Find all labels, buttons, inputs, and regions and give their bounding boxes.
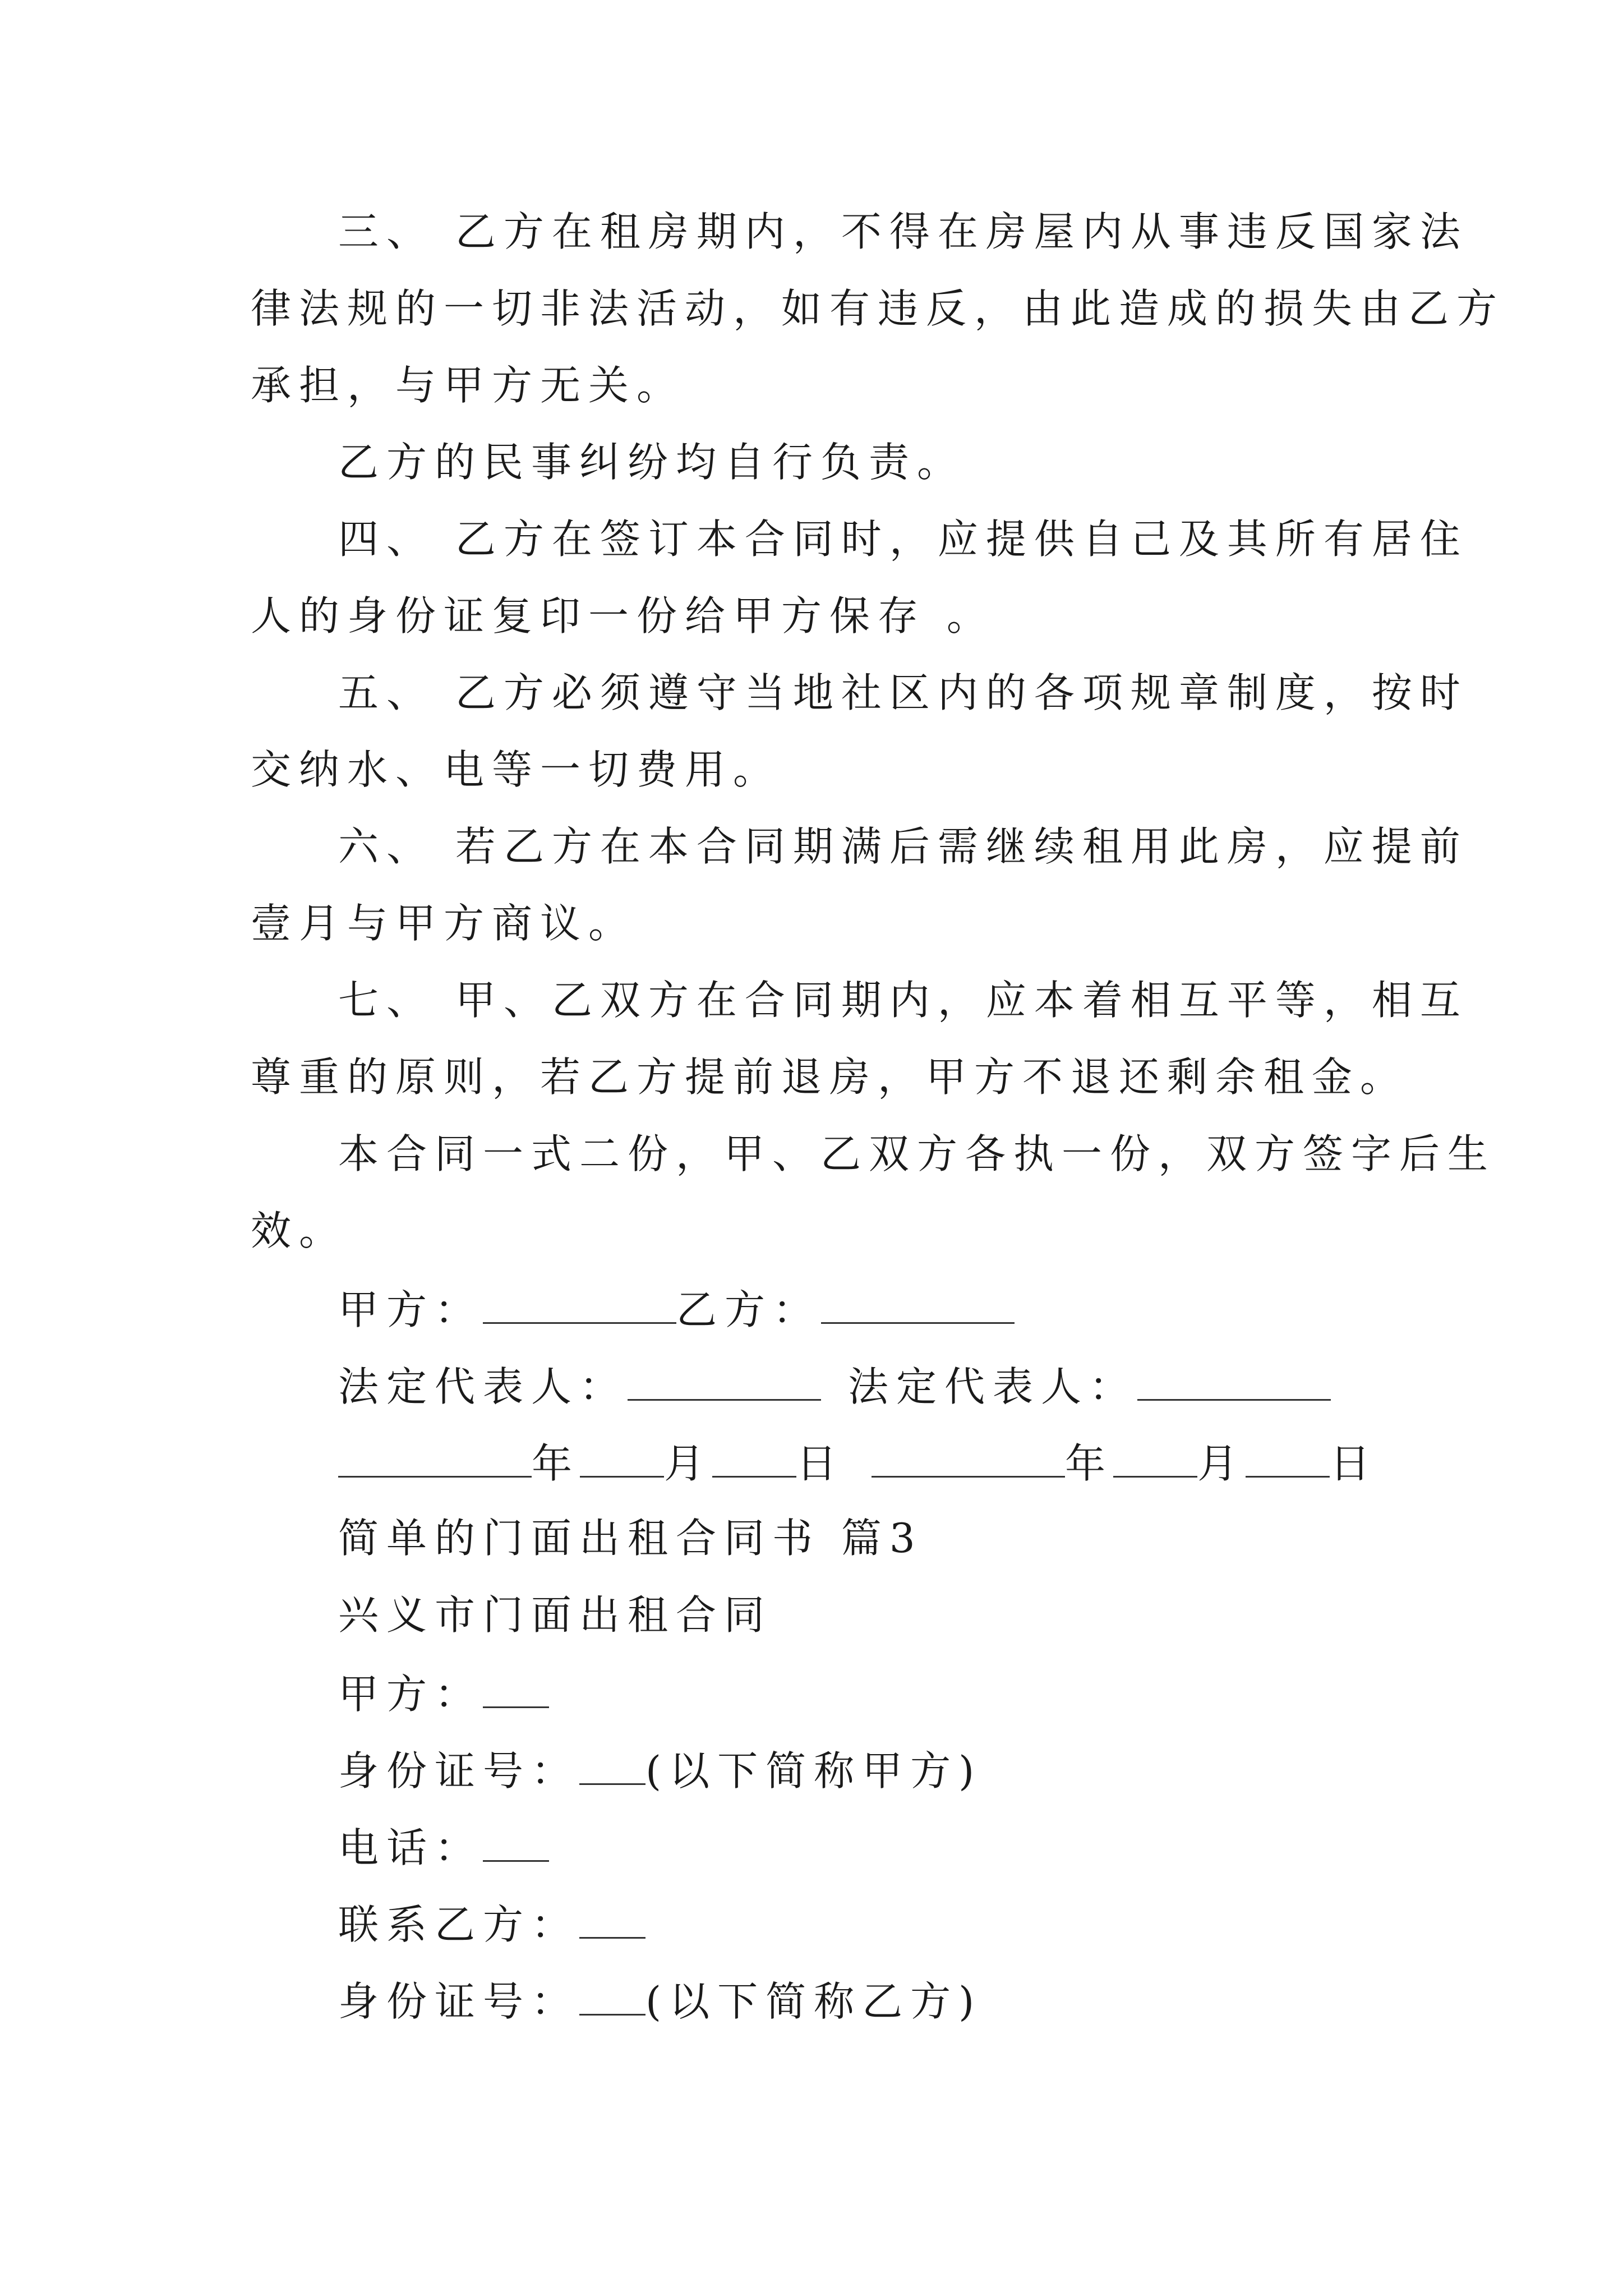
rep-b-label: 法定代表人：: [848, 1363, 1138, 1410]
party-b-field-label: 联系乙方：: [338, 1901, 580, 1948]
phone-row: [338, 1824, 549, 1871]
id-a-note: (以下简称甲方): [645, 1747, 983, 1795]
clause-7-line-1: 七、 甲、乙双方在合同期内，应本着相互平等，相互: [338, 977, 1468, 1024]
date-b-year-blank: [872, 1441, 1065, 1478]
date-b-year: 年: [1065, 1440, 1114, 1487]
clause-5-line-1: 五、 乙方必须遵守当地社区内的各项规章制度，按时: [338, 669, 1468, 716]
clause-5-line-2: 交纳水、电等一切费用。: [251, 746, 782, 793]
party-b-label: 乙方：: [676, 1286, 822, 1333]
phone-blank: [483, 1825, 549, 1862]
date-b-day: 日: [1330, 1440, 1378, 1487]
clause-7-line-2: 尊重的原则，若乙方提前退房，甲方不退还剩余租金。: [251, 1053, 1409, 1101]
id-b-row: [338, 1978, 983, 2025]
party-a-label: 甲方：: [338, 1286, 483, 1333]
contract-title: 兴义市门面出租合同: [338, 1591, 773, 1639]
id-b-note: (以下简称乙方): [645, 1978, 983, 2025]
representative-signature-row: [338, 1363, 1331, 1410]
rep-a-blank: [628, 1364, 821, 1401]
party-b-field-blank: [579, 1902, 645, 1939]
party-a-row: [338, 1671, 549, 1718]
clause-6-line-2: 壹月与甲方商议。: [251, 900, 637, 947]
clause-4-line-1: 四、 乙方在签订本合同时，应提供自己及其所有居住: [338, 516, 1468, 563]
rep-b-blank: [1137, 1364, 1331, 1401]
id-a-blank: [579, 1749, 645, 1785]
party-b-row: [338, 1901, 645, 1948]
party-a-field-blank: [483, 1672, 549, 1708]
civil-disputes-line: 乙方的民事纠纷均自行负责。: [338, 439, 966, 486]
id-a-row: [338, 1747, 983, 1795]
date-a-year-blank: [338, 1441, 532, 1478]
date-a-month: 月: [664, 1440, 713, 1487]
date-a-day: 日: [796, 1440, 845, 1487]
id-b-label: 身份证号：: [338, 1978, 580, 2025]
date-b-day-blank: [1246, 1441, 1330, 1478]
date-b-month-blank: [1113, 1441, 1197, 1478]
date-signature-row: [338, 1440, 1378, 1487]
clause-3-line-3: 承担，与甲方无关。: [251, 362, 685, 409]
party-b-blank: [821, 1287, 1015, 1324]
date-b-month: 月: [1197, 1440, 1246, 1487]
party-a-field-label: 甲方：: [338, 1671, 483, 1718]
copies-line-2: 效。: [251, 1207, 348, 1254]
clause-6-line-1: 六、 若乙方在本合同期满后需继续租用此房，应提前: [338, 823, 1468, 870]
party-a-blank: [483, 1287, 676, 1324]
rep-a-label: 法定代表人：: [338, 1363, 628, 1410]
date-a-month-blank: [580, 1441, 664, 1478]
clause-3-line-1: 三、 乙方在租房期内，不得在房屋内从事违反国家法: [338, 208, 1468, 255]
party-signature-row: [338, 1286, 1015, 1333]
clause-4-line-2: 人的身份证复印一份给甲方保存 。: [251, 592, 995, 639]
copies-line-1: 本合同一式二份，甲、乙双方各执一份，双方签字后生: [338, 1130, 1496, 1177]
date-a-day-blank: [712, 1441, 796, 1478]
id-b-blank: [579, 1979, 645, 2016]
id-a-label: 身份证号：: [338, 1747, 580, 1795]
section-heading: 简单的门面出租合同书 篇3: [338, 1515, 923, 1562]
phone-label: 电话：: [338, 1824, 483, 1871]
date-a-year: 年: [532, 1440, 580, 1487]
clause-3-line-2: 律法规的一切非法活动，如有违反，由此造成的损失由乙方: [251, 285, 1505, 332]
